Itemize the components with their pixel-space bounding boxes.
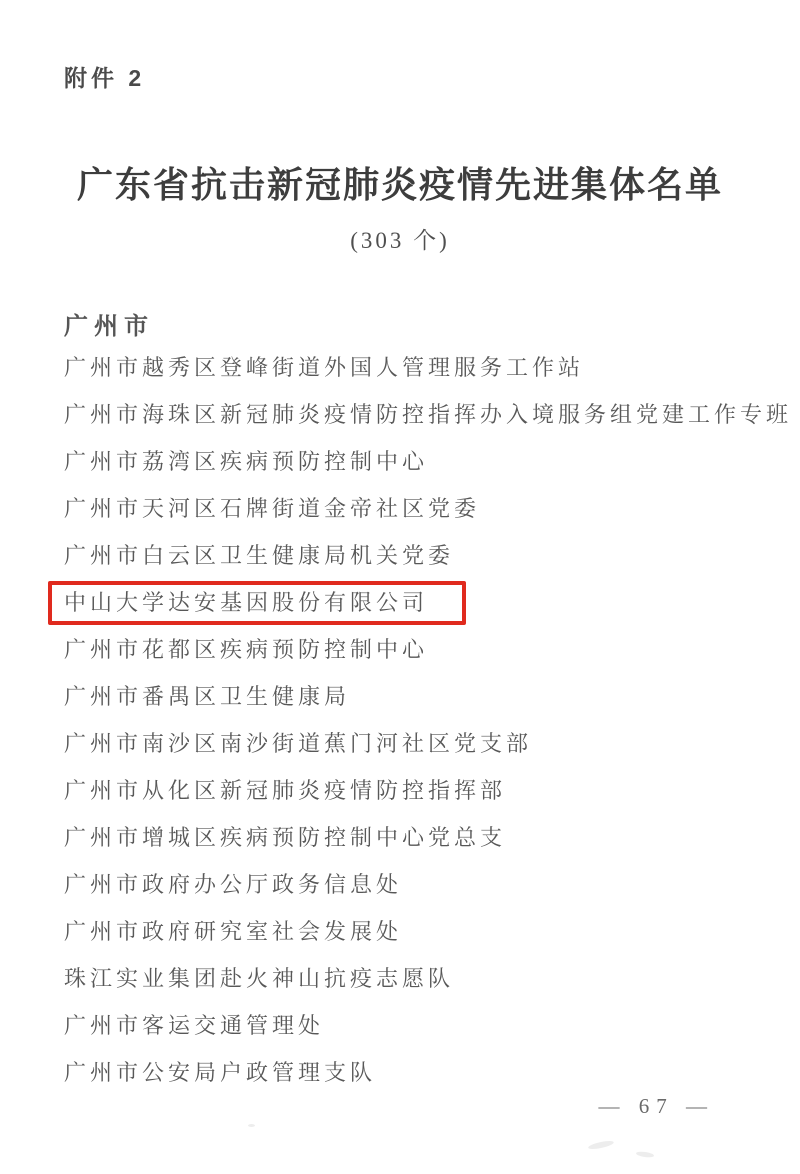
organization-name: 广州市海珠区新冠肺炎疫情防控指挥办入境服务组党建工作专班 [64,401,793,427]
list-item [64,767,800,814]
organization-name: 广州市公安局户政管理支队 [64,1059,377,1085]
document-title: 广东省抗击新冠肺炎疫情先进集体名单 [76,165,723,205]
list-item [64,955,800,1002]
list-item [64,1002,800,1049]
organization-name: 广州市天河区石牌街道金帝社区党委 [64,495,481,521]
organization-list [0,344,800,1096]
organization-name: 广州市南沙区南沙街道蕉门河社区党支部 [64,730,533,756]
list-item [64,861,800,908]
section-heading-city: 广州市 [64,313,154,340]
organization-name: 广州市政府研究室社会发展处 [64,918,403,944]
list-item [64,720,800,767]
scan-smudge [588,1139,615,1150]
organization-name: 珠江实业集团赴火神山抗疫志愿队 [64,965,455,991]
document-subtitle-count: (303 个) [350,228,450,253]
list-item [64,532,800,579]
list-item [64,344,800,391]
organization-name: 广州市越秀区登峰街道外国人管理服务工作站 [64,354,585,380]
organization-name: 广州市从化区新冠肺炎疫情防控指挥部 [64,777,507,803]
list-item [64,814,800,861]
list-item [64,908,800,955]
list-item [64,438,800,485]
scan-smudge [248,1124,255,1127]
organization-name: 广州市客运交通管理处 [64,1012,325,1038]
list-item [64,485,800,532]
organization-name: 广州市增城区疾病预防控制中心党总支 [64,824,507,850]
list-item-highlighted [64,579,800,626]
organization-name: 广州市花都区疾病预防控制中心 [64,636,429,662]
organization-name: 广州市番禺区卫生健康局 [64,683,351,709]
organization-name: 广州市政府办公厅政务信息处 [64,871,403,897]
list-item [64,673,800,720]
attachment-label: 附件 2 [64,65,146,91]
list-item [64,626,800,673]
page-number: — 67 — [598,1094,714,1118]
list-item [64,1049,800,1096]
organization-name: 广州市白云区卫生健康局机关党委 [64,542,455,568]
list-item [64,391,800,438]
scan-smudge [636,1151,655,1158]
organization-name: 广州市荔湾区疾病预防控制中心 [64,448,429,474]
organization-name-highlighted: 中山大学达安基因股份有限公司 [48,581,466,625]
